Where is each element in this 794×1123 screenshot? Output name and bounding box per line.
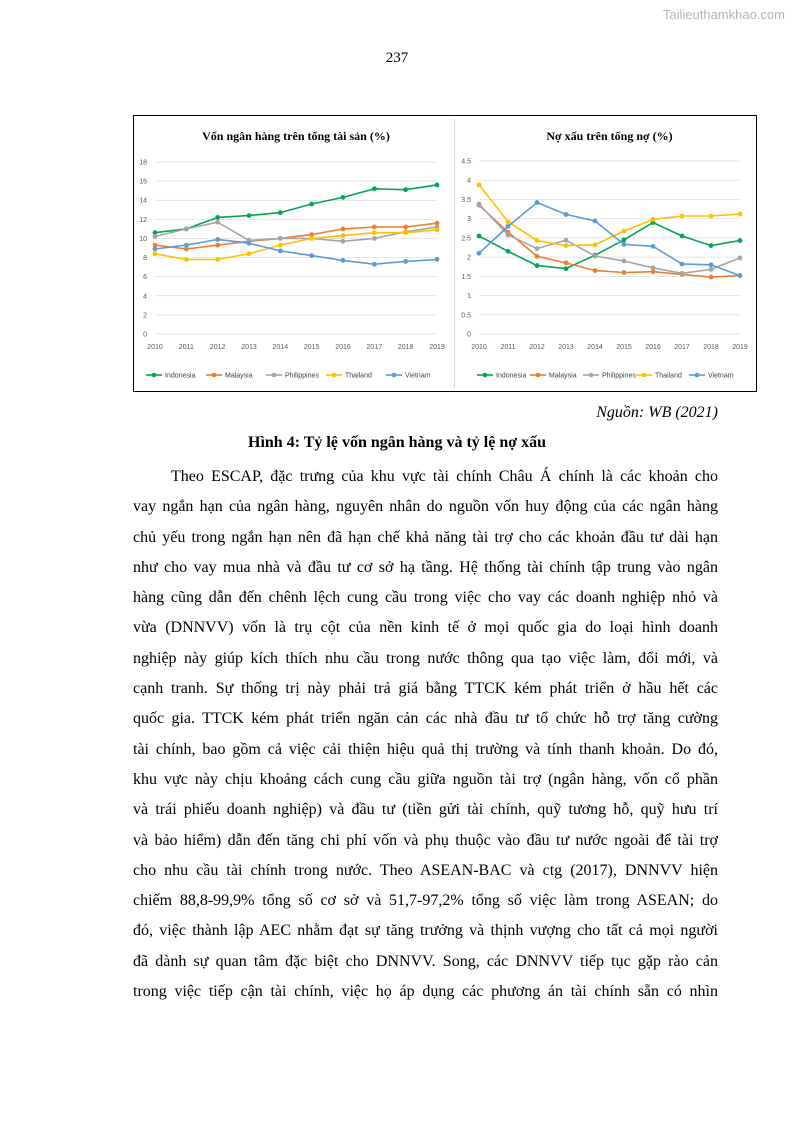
x-tick-label: 2013 xyxy=(241,344,257,351)
data-point-indonesia xyxy=(622,237,627,242)
data-point-vietnam xyxy=(435,257,440,262)
data-point-thailand xyxy=(506,219,511,224)
data-point-vietnam xyxy=(215,237,220,242)
data-point-vietnam xyxy=(506,224,511,229)
data-point-philippines xyxy=(680,271,685,276)
legend-marker xyxy=(642,373,647,378)
data-point-vietnam xyxy=(651,244,656,249)
paragraph-line: đã dành sự quan tâm đặc biệt cho DNNVV. Song, các DNNVV tiếp tục gặp rào cản xyxy=(133,952,718,970)
figure-caption: Hình 4: Tỷ lệ vốn ngân hàng và tỷ lệ nợ xấu xyxy=(248,434,546,451)
x-tick-label: 2018 xyxy=(397,344,414,351)
legend-label: Thailand xyxy=(345,372,372,380)
y-tick-label: 0.5 xyxy=(461,312,471,320)
data-point-thailand xyxy=(341,233,346,238)
page-number: 237 xyxy=(385,50,409,66)
chart-title: Nợ xấu trên tổng nợ (%) xyxy=(546,129,673,143)
y-tick-label: 1.5 xyxy=(461,273,471,281)
paragraph-line: quốc gia. TTCK kém phát triển ngăn cản các nhà đầu tư tổ chức hỗ trợ tăng cường xyxy=(133,710,718,728)
data-point-thailand xyxy=(278,243,283,248)
y-tick-label: 4 xyxy=(467,177,471,185)
data-point-philippines xyxy=(709,267,714,272)
y-tick-label: 1 xyxy=(467,293,471,301)
data-point-thailand xyxy=(153,251,158,256)
x-tick-label: 2011 xyxy=(178,344,194,351)
data-point-malaysia xyxy=(215,243,220,248)
data-point-philippines xyxy=(622,259,627,264)
data-point-philippines xyxy=(215,220,220,225)
data-point-malaysia xyxy=(593,268,598,273)
data-point-thailand xyxy=(477,182,482,187)
data-point-thailand xyxy=(564,243,569,248)
data-point-indonesia xyxy=(341,195,346,200)
data-point-thailand xyxy=(403,230,408,235)
data-point-thailand xyxy=(215,257,220,262)
y-tick-label: 2 xyxy=(143,312,147,320)
data-point-philippines xyxy=(184,226,189,231)
data-point-indonesia xyxy=(680,234,685,239)
data-point-vietnam xyxy=(709,262,714,267)
data-point-indonesia xyxy=(372,186,377,191)
data-point-philippines xyxy=(477,202,482,207)
x-tick-label: 2017 xyxy=(366,344,383,351)
data-point-vietnam xyxy=(622,242,627,247)
data-point-vietnam xyxy=(477,251,482,256)
data-point-philippines xyxy=(341,239,346,244)
data-point-thailand xyxy=(593,242,598,247)
legend-marker xyxy=(392,373,397,378)
series-line-vietnam xyxy=(155,239,437,264)
chart-bank-capital xyxy=(134,116,454,391)
data-point-vietnam xyxy=(153,247,158,252)
y-tick-label: 2 xyxy=(467,254,471,262)
body-paragraph xyxy=(133,462,718,1007)
data-point-indonesia xyxy=(435,183,440,188)
series-line-indonesia xyxy=(479,223,740,269)
data-point-thailand xyxy=(622,229,627,234)
data-point-thailand xyxy=(309,236,314,241)
data-point-indonesia xyxy=(215,215,220,220)
data-point-indonesia xyxy=(535,263,540,268)
data-point-vietnam xyxy=(184,243,189,248)
data-point-thailand xyxy=(738,212,743,217)
data-point-vietnam xyxy=(372,262,377,267)
x-tick-label: 2012 xyxy=(529,344,545,351)
legend-marker xyxy=(536,373,541,378)
y-tick-label: 3.5 xyxy=(461,196,471,204)
x-tick-label: 2015 xyxy=(303,344,320,351)
x-tick-label: 2018 xyxy=(703,344,719,351)
x-tick-label: 2010 xyxy=(471,344,487,351)
legend-label: Indonesia xyxy=(165,372,196,380)
legend-label: Philippines xyxy=(285,372,319,380)
data-point-philippines xyxy=(564,238,569,243)
data-point-vietnam xyxy=(564,212,569,217)
series-line-thailand xyxy=(479,185,740,246)
paragraph-line: cho nhu cầu tài chính trong nước. Theo ASEAN-BAC và ctg (2017), DNNVV hiện xyxy=(133,861,718,879)
data-point-thailand xyxy=(184,257,189,262)
data-point-indonesia xyxy=(403,187,408,192)
data-point-malaysia xyxy=(622,270,627,275)
y-tick-label: 0 xyxy=(143,331,147,339)
x-tick-label: 2016 xyxy=(645,344,661,351)
x-tick-label: 2013 xyxy=(558,344,574,351)
y-tick-label: 10 xyxy=(139,235,147,243)
data-point-malaysia xyxy=(341,226,346,231)
legend-label: Indonesia xyxy=(496,372,527,380)
legend-label: Malaysia xyxy=(225,372,253,380)
legend-label: Philippines xyxy=(602,372,636,380)
paragraph-line: hàng cũng dẫn đến chênh lệch cung cầu trong việc cho vay các doanh nghiệp nhỏ và xyxy=(133,589,718,607)
paragraph-line: trong việc tiếp cận tài chính, việc họ áp dụng các phương án tài chính sẵn có nhìn xyxy=(133,983,718,1001)
paragraph-line: chủ yếu trong ngắn hạn nên đã hạn chế khả năng tài trợ cho các khoản đầu tư dài hạn xyxy=(133,528,718,546)
x-tick-label: 2012 xyxy=(209,344,226,351)
paragraph-line: đó, việc thành lập AEC nhằm đạt sự tăng trưởng và thịnh vượng cho tất cả mọi người xyxy=(133,922,718,940)
data-point-vietnam xyxy=(278,248,283,253)
data-point-indonesia xyxy=(247,213,252,218)
data-point-vietnam xyxy=(309,253,314,258)
data-point-indonesia xyxy=(477,234,482,239)
y-tick-label: 8 xyxy=(143,255,147,263)
paragraph-line: như cho vay mua nhà và đầu tư cơ sở hạ tầng. Hệ thống tài chính tập trung vào ngân xyxy=(133,558,718,576)
data-point-indonesia xyxy=(278,210,283,215)
y-tick-label: 16 xyxy=(139,178,147,186)
data-point-vietnam xyxy=(738,273,743,278)
data-point-malaysia xyxy=(403,225,408,230)
data-point-thailand xyxy=(535,238,540,243)
x-tick-label: 2010 xyxy=(147,344,163,351)
data-point-philippines xyxy=(535,246,540,251)
x-tick-label: 2011 xyxy=(500,344,516,351)
paragraph-line: và trái phiếu doanh nghiệp) và đầu tư (tiền gửi tài chính, quỹ tương hỗ, quỹ hưu trí xyxy=(133,801,718,819)
data-point-thailand xyxy=(372,230,377,235)
y-tick-label: 12 xyxy=(139,216,147,224)
x-tick-label: 2019 xyxy=(732,344,748,351)
data-point-philippines xyxy=(651,265,656,270)
y-tick-label: 4 xyxy=(143,293,147,301)
x-tick-label: 2019 xyxy=(429,344,445,351)
data-point-indonesia xyxy=(709,243,714,248)
data-point-philippines xyxy=(738,255,743,260)
paragraph-line: và bảo hiểm) dẫn đến tăng chi phí vốn và phụ thuộc vào đầu tư nước ngoài để tài trợ xyxy=(133,831,718,849)
paragraph-line: cạnh tranh. Sự thống trị này phải trả giá bằng TTCK kém phát triển ở hầu hết các xyxy=(133,680,718,698)
data-point-indonesia xyxy=(506,249,511,254)
chart-divider xyxy=(454,119,455,388)
data-point-vietnam xyxy=(341,258,346,263)
paragraph-line: tài chính, bao gồm cả việc cải thiện hiệu quả thị trường và tính thanh khoản. Do đó, xyxy=(133,740,718,758)
chart-npl xyxy=(454,116,756,391)
legend-marker xyxy=(695,373,700,378)
series-line-indonesia xyxy=(155,185,437,233)
data-point-vietnam xyxy=(593,219,598,224)
paragraph-line: Theo ESCAP, đặc trưng của khu vực tài chính Châu Á chính là các khoản cho xyxy=(171,468,718,485)
x-tick-label: 2017 xyxy=(674,344,690,351)
x-tick-label: 2014 xyxy=(587,344,603,351)
legend-marker xyxy=(152,373,157,378)
legend-label: Vietnam xyxy=(405,372,431,380)
data-point-malaysia xyxy=(535,254,540,259)
legend-marker xyxy=(332,373,337,378)
data-point-indonesia xyxy=(738,238,743,243)
y-tick-label: 6 xyxy=(143,274,147,282)
data-point-philippines xyxy=(153,234,158,239)
y-tick-label: 2.5 xyxy=(461,235,471,243)
data-point-thailand xyxy=(680,214,685,219)
figure-source: Nguồn: WB (2021) xyxy=(596,404,718,421)
data-point-indonesia xyxy=(309,202,314,207)
x-tick-label: 2016 xyxy=(335,344,351,351)
data-point-malaysia xyxy=(564,260,569,265)
legend-marker xyxy=(589,373,594,378)
data-point-malaysia xyxy=(709,275,714,280)
data-point-thailand xyxy=(247,251,252,256)
data-point-malaysia xyxy=(372,225,377,230)
data-point-philippines xyxy=(372,236,377,241)
data-point-vietnam xyxy=(535,200,540,205)
data-point-philippines xyxy=(278,236,283,241)
x-tick-label: 2015 xyxy=(616,344,632,351)
x-tick-label: 2014 xyxy=(272,344,289,351)
data-point-philippines xyxy=(506,232,511,237)
legend-marker xyxy=(212,373,217,378)
figure-box xyxy=(133,115,757,392)
data-point-vietnam xyxy=(680,262,685,267)
y-tick-label: 0 xyxy=(467,331,471,339)
data-point-vietnam xyxy=(403,259,408,264)
legend-label: Thailand xyxy=(655,372,682,380)
paragraph-line: chiếm 88,8-99,9% tổng số cơ sở và 51,7-97,2% tổng số việc làm trong ASEAN; do xyxy=(133,892,718,910)
data-point-thailand xyxy=(651,217,656,222)
paragraph-line: khu vực này chịu khoảng cách cung cầu giữa nguồn tài trợ (ngân hàng, vốn cổ phần xyxy=(133,770,718,788)
y-tick-label: 18 xyxy=(139,159,147,167)
watermark: Tailieuthamkhao.com xyxy=(662,7,785,22)
legend-marker xyxy=(483,373,488,378)
chart-title: Vốn ngân hàng trên tổng tài sản (%) xyxy=(202,129,390,143)
legend-marker xyxy=(272,373,277,378)
legend-label: Vietnam xyxy=(708,372,734,380)
data-point-vietnam xyxy=(247,241,252,246)
data-point-philippines xyxy=(593,254,598,259)
legend-label: Malaysia xyxy=(549,372,577,380)
data-point-thailand xyxy=(435,227,440,232)
data-point-indonesia xyxy=(564,266,569,271)
data-point-thailand xyxy=(709,214,714,219)
paragraph-line: nghiệp này giúp kích thích nhu cầu trong nước thông qua tạo việc làm, đổi mới, và xyxy=(133,649,718,667)
y-tick-label: 14 xyxy=(139,197,147,205)
y-tick-label: 4.5 xyxy=(461,158,471,166)
y-tick-label: 3 xyxy=(467,216,471,224)
paragraph-line: vừa (DNNVV) vốn là trụ cột của nền kinh tế ở mọi quốc gia do loại hình doanh xyxy=(133,619,718,637)
paragraph-line: vay ngắn hạn của ngân hàng, nguyên nhân do nguồn vốn huy động của các ngân hàng xyxy=(133,498,718,516)
